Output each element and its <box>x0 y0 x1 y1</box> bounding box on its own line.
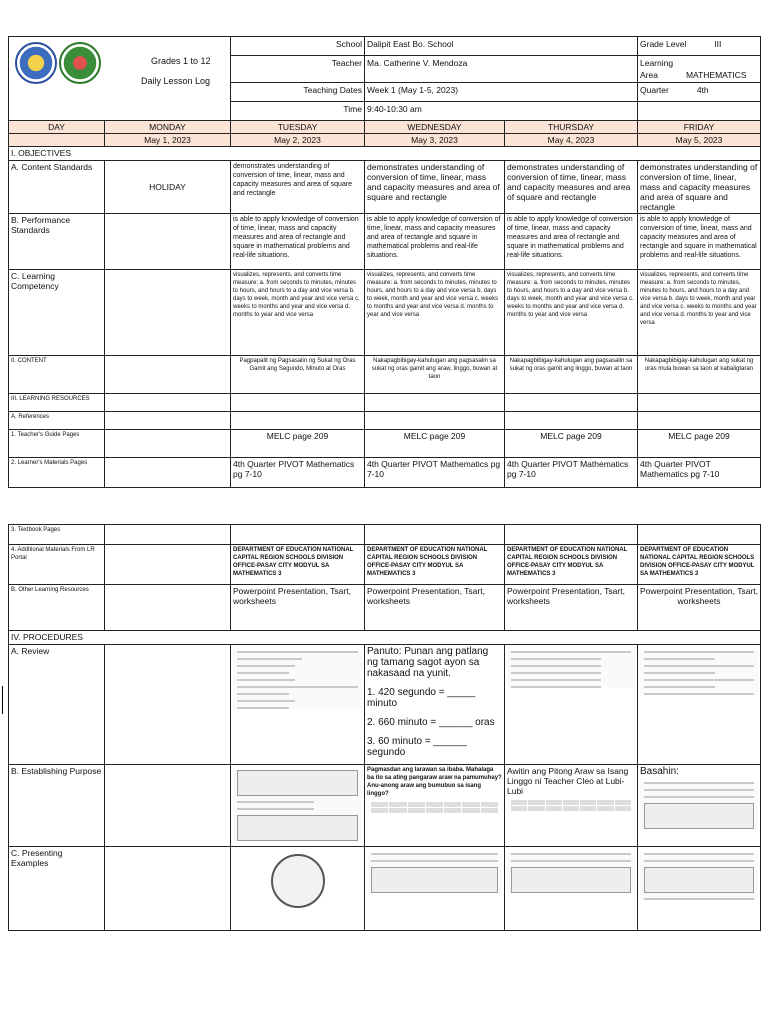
teacher-value: Ma. Catherine V. Mendoza <box>365 56 638 83</box>
friday-date: May 5, 2023 <box>638 134 761 147</box>
additional-thursday: DEPARTMENT OF EDUCATION NATIONAL CAPITAL REGION SCHOOLS DIVISION OFFICE-PASAY CITY MODYUL SA MATHEMATICS 3 <box>505 545 638 585</box>
teaching-dates-value: Week 1 (May 1-5, 2023) <box>365 83 638 102</box>
monday-date: May 1, 2023 <box>105 134 231 147</box>
other-tuesday: Powerpoint Presentation, Tsart, worksheets <box>231 585 365 631</box>
review-tuesday-worksheet <box>231 645 365 765</box>
performance-standards-tuesday: is able to apply knowledge of conversion of time, linear, mass and capacity measures and area of rectangle and square in mathematical problems and real-life situations. <box>231 214 365 270</box>
review-label: A. Review <box>9 645 105 765</box>
performance-standards-thursday: is able to apply knowledge of conversion of time, linear, mass and capacity measures and area of rectangle and square in mathematical problems and real-life situations. <box>505 214 638 270</box>
review-instructions: Panuto: Punan ang patlang ng tamang sagot ayon sa nakasaad na yunit. <box>367 646 489 679</box>
lesson-log-table-continued <box>8 524 761 931</box>
presenting-wednesday-table <box>365 847 505 931</box>
competency-tuesday: visualizes, represents, and converts time measure: a. from seconds to minutes, minutes to hours, and hours to a day and vice versa b. days to week, month and year and vice versa c. weeks to months and year and vice versa d. months to year and vice versa <box>231 270 365 356</box>
wednesday-date: May 3, 2023 <box>365 134 505 147</box>
content-label: II. CONTENT <box>9 356 105 394</box>
time-label: Time <box>231 102 365 121</box>
review-friday-worksheet <box>638 645 761 765</box>
other-wednesday: Powerpoint Presentation, Tsart, worksheets <box>365 585 505 631</box>
melc-tuesday: MELC page 209 <box>231 430 365 458</box>
school-value: Dalipit East Bo. School <box>365 37 638 56</box>
presenting-thursday-table <box>505 847 638 931</box>
purpose-wednesday-text: Pagmasdan ang larawan sa ibaba. Mahalaga ba ito sa ating pangaraw araw na pamumuhay? Anu-anong araw ang bumubuo sa isang linggo? <box>367 767 502 797</box>
review-item-3: 3. 60 minuto = ______ segundo <box>367 736 467 758</box>
content-standards-label: A. Content Standards <box>9 161 105 214</box>
content-standards-thursday: demonstrates understanding of conversion of time, linear, mass and capacity measures and area of square and rectangle <box>505 161 638 214</box>
header-logos-cell <box>9 37 231 121</box>
school-label: School <box>231 37 365 56</box>
learning-area-cell: Learning Area MATHEMATICS <box>638 56 761 83</box>
textbook-pages-label: 3. Textbook Pages <box>9 525 105 545</box>
melc-thursday: MELC page 209 <box>505 430 638 458</box>
additional-wednesday: DEPARTMENT OF EDUCATION NATIONAL CAPITAL REGION SCHOOLS DIVISION OFFICE-PASAY CITY MODYUL SA MATHEMATICS 3 <box>365 545 505 585</box>
competency-friday: visualizes, represents, and converts time measure: a. from seconds to minutes, minutes to hours, and hours to a day and vice versa b. days to week, month and year and vice versa c. weeks to months and year and vice versa d. months to year and vice versa <box>638 270 761 356</box>
content-standards-friday: demonstrates understanding of conversion of time, linear, mass and capacity measures and area of square and rectangle <box>638 161 761 214</box>
content-standards-tuesday: demonstrates understanding of conversion of time, linear, mass and capacity measures and area of square and rectangle <box>231 161 365 214</box>
lm-thursday: 4th Quarter PIVOT Mathematics pg 7-10 <box>505 458 638 488</box>
other-friday: Powerpoint Presentation, Tsart, worksheets <box>638 585 761 631</box>
grades-label: Grades 1 to 12 <box>151 56 211 66</box>
content-standards-wednesday: demonstrates understanding of conversion of time, linear, mass and capacity measures and area of square and rectangle <box>365 161 505 214</box>
calendar-image <box>511 800 631 811</box>
teacher-label: Teacher <box>231 56 365 83</box>
lesson-log-page-1 <box>8 36 760 482</box>
lesson-log-table <box>8 36 761 488</box>
teaching-dates-label: Teaching Dates <box>231 83 365 102</box>
purpose-wednesday <box>365 765 505 847</box>
review-item-1: 1. 420 segundo = _____ minuto <box>367 687 476 709</box>
establishing-purpose-label: B. Establishing Purpose <box>9 765 105 847</box>
lm-wednesday: 4th Quarter PIVOT Mathematics pg 7-10 <box>365 458 505 488</box>
thursday-header: THURSDAY <box>505 121 638 134</box>
additional-tuesday: DEPARTMENT OF EDUCATION NATIONAL CAPITAL REGION SCHOOLS DIVISION OFFICE-PASAY CITY MODYUL SA MATHEMATICS 3 <box>231 545 365 585</box>
procedures-heading: IV. PROCEDURES <box>9 631 761 645</box>
daily-lesson-log-title: Daily Lesson Log <box>141 76 211 86</box>
objectives-heading: I. OBJECTIVES <box>9 147 761 161</box>
learning-resources-label: III. LEARNING RESOURCES <box>9 394 105 412</box>
wednesday-header: WEDNESDAY <box>365 121 505 134</box>
purpose-friday-text: Basahin: <box>640 766 679 777</box>
presenting-friday-worksheet <box>638 847 761 931</box>
quarter-cell-value: 4th <box>696 85 709 95</box>
learning-competency-label: C. Learning Competency <box>9 270 105 356</box>
presenting-examples-label: C. Presenting Examples <box>9 847 105 931</box>
calendar-image <box>371 802 498 813</box>
time-value: 9:40-10:30 am <box>365 102 638 121</box>
melc-wednesday: MELC page 209 <box>365 430 505 458</box>
performance-standards-label: B. Performance Standards <box>9 214 105 270</box>
deped-seal-icon <box>15 42 57 84</box>
content-thursday: Nakapagbibigay-kahulugan ang pagsasalin sa sukat ng oras gamit ang linggo, buwan at taon <box>505 356 638 394</box>
day-header: DAY <box>9 121 105 134</box>
purpose-thursday-text: Awitin ang Pitong Araw sa Isang Linggo ni Teacher Cleo at Lubi-Lubi <box>507 766 629 796</box>
learning-area-cell-value: MATHEMATICS <box>685 70 747 80</box>
purpose-thursday <box>505 765 638 847</box>
tuesday-date: May 2, 2023 <box>231 134 365 147</box>
other-thursday: Powerpoint Presentation, Tsart, worksheets <box>505 585 638 631</box>
lesson-log-page-2 <box>8 524 760 942</box>
margin-mark <box>2 686 3 714</box>
school-seal-icon <box>59 42 101 84</box>
clock-icon <box>271 854 325 908</box>
melc-friday: MELC page 209 <box>638 430 761 458</box>
presenting-tuesday-clock <box>231 847 365 931</box>
learners-materials-label: 2. Learner's Materials Pages <box>9 458 105 488</box>
content-tuesday: Pagpapalit ng Pagsasalin ng Sukat ng Oras Gamit ang Segundo, Minuto at Oras <box>231 356 365 394</box>
thursday-date: May 4, 2023 <box>505 134 638 147</box>
additional-materials-label: 4. Additional Materials From LR Portal <box>9 545 105 585</box>
lm-friday: 4th Quarter PIVOT Mathematics pg 7-10 <box>638 458 761 488</box>
purpose-tuesday-image <box>231 765 365 847</box>
review-thursday-worksheet <box>505 645 638 765</box>
competency-wednesday: visualizes, represents, and converts time measure: a. from seconds to minutes, minutes to hours, and hours to a day and vice versa b. days to week, month and year and vice versa c. weeks to months and year and vice versa d. months to year and vice versa <box>365 270 505 356</box>
grade-level-cell-value: III <box>714 39 722 49</box>
monday-header: MONDAY <box>105 121 231 134</box>
friday-header: FRIDAY <box>638 121 761 134</box>
tuesday-header: TUESDAY <box>231 121 365 134</box>
review-wednesday <box>365 645 505 765</box>
performance-standards-friday: is able to apply knowledge of conversion of time, linear, mass and capacity measures and area of rectangle and square in mathematical problems and real-life situations. <box>638 214 761 270</box>
content-wednesday: Nakapagbibigay-kahulugan ang pagsasalin sa sukat ng oras gamit ang araw, linggo, buwan at taon <box>365 356 505 394</box>
additional-friday: DEPARTMENT OF EDUCATION NATIONAL CAPITAL REGION SCHOOLS DIVISION OFFICE-PASAY CITY MODYUL SA MATHEMATICS 3 <box>638 545 761 585</box>
performance-standards-wednesday: is able to apply knowledge of conversion of time, linear, mass and capacity measures and area of rectangle and square in mathematical problems and real-life situations. <box>365 214 505 270</box>
holiday-label: HOLIDAY <box>105 161 231 214</box>
competency-thursday: visualizes, represents, and converts time measure: a. from seconds to minutes, minutes to hours, and hours to a day and vice versa b. days to week, month and year and vice versa c. weeks to months and year and vice versa d. months to year and vice versa <box>505 270 638 356</box>
quarter-cell: Quarter 4th <box>638 83 761 102</box>
review-item-2: 2. 660 minuto = ______ oras <box>367 717 495 728</box>
references-label: A. References <box>9 412 105 430</box>
content-friday: Nakapagbibigay-kahulugan ang sukat ng oras mula buwan sa taon at kabaligtaran <box>638 356 761 394</box>
teachers-guide-label: 1. Teacher's Guide Pages <box>9 430 105 458</box>
lm-tuesday: 4th Quarter PIVOT Mathematics pg 7-10 <box>231 458 365 488</box>
other-resources-label: B. Other Learning Resources <box>9 585 105 631</box>
grade-level-cell: Grade Level III <box>638 37 761 56</box>
purpose-friday <box>638 765 761 847</box>
